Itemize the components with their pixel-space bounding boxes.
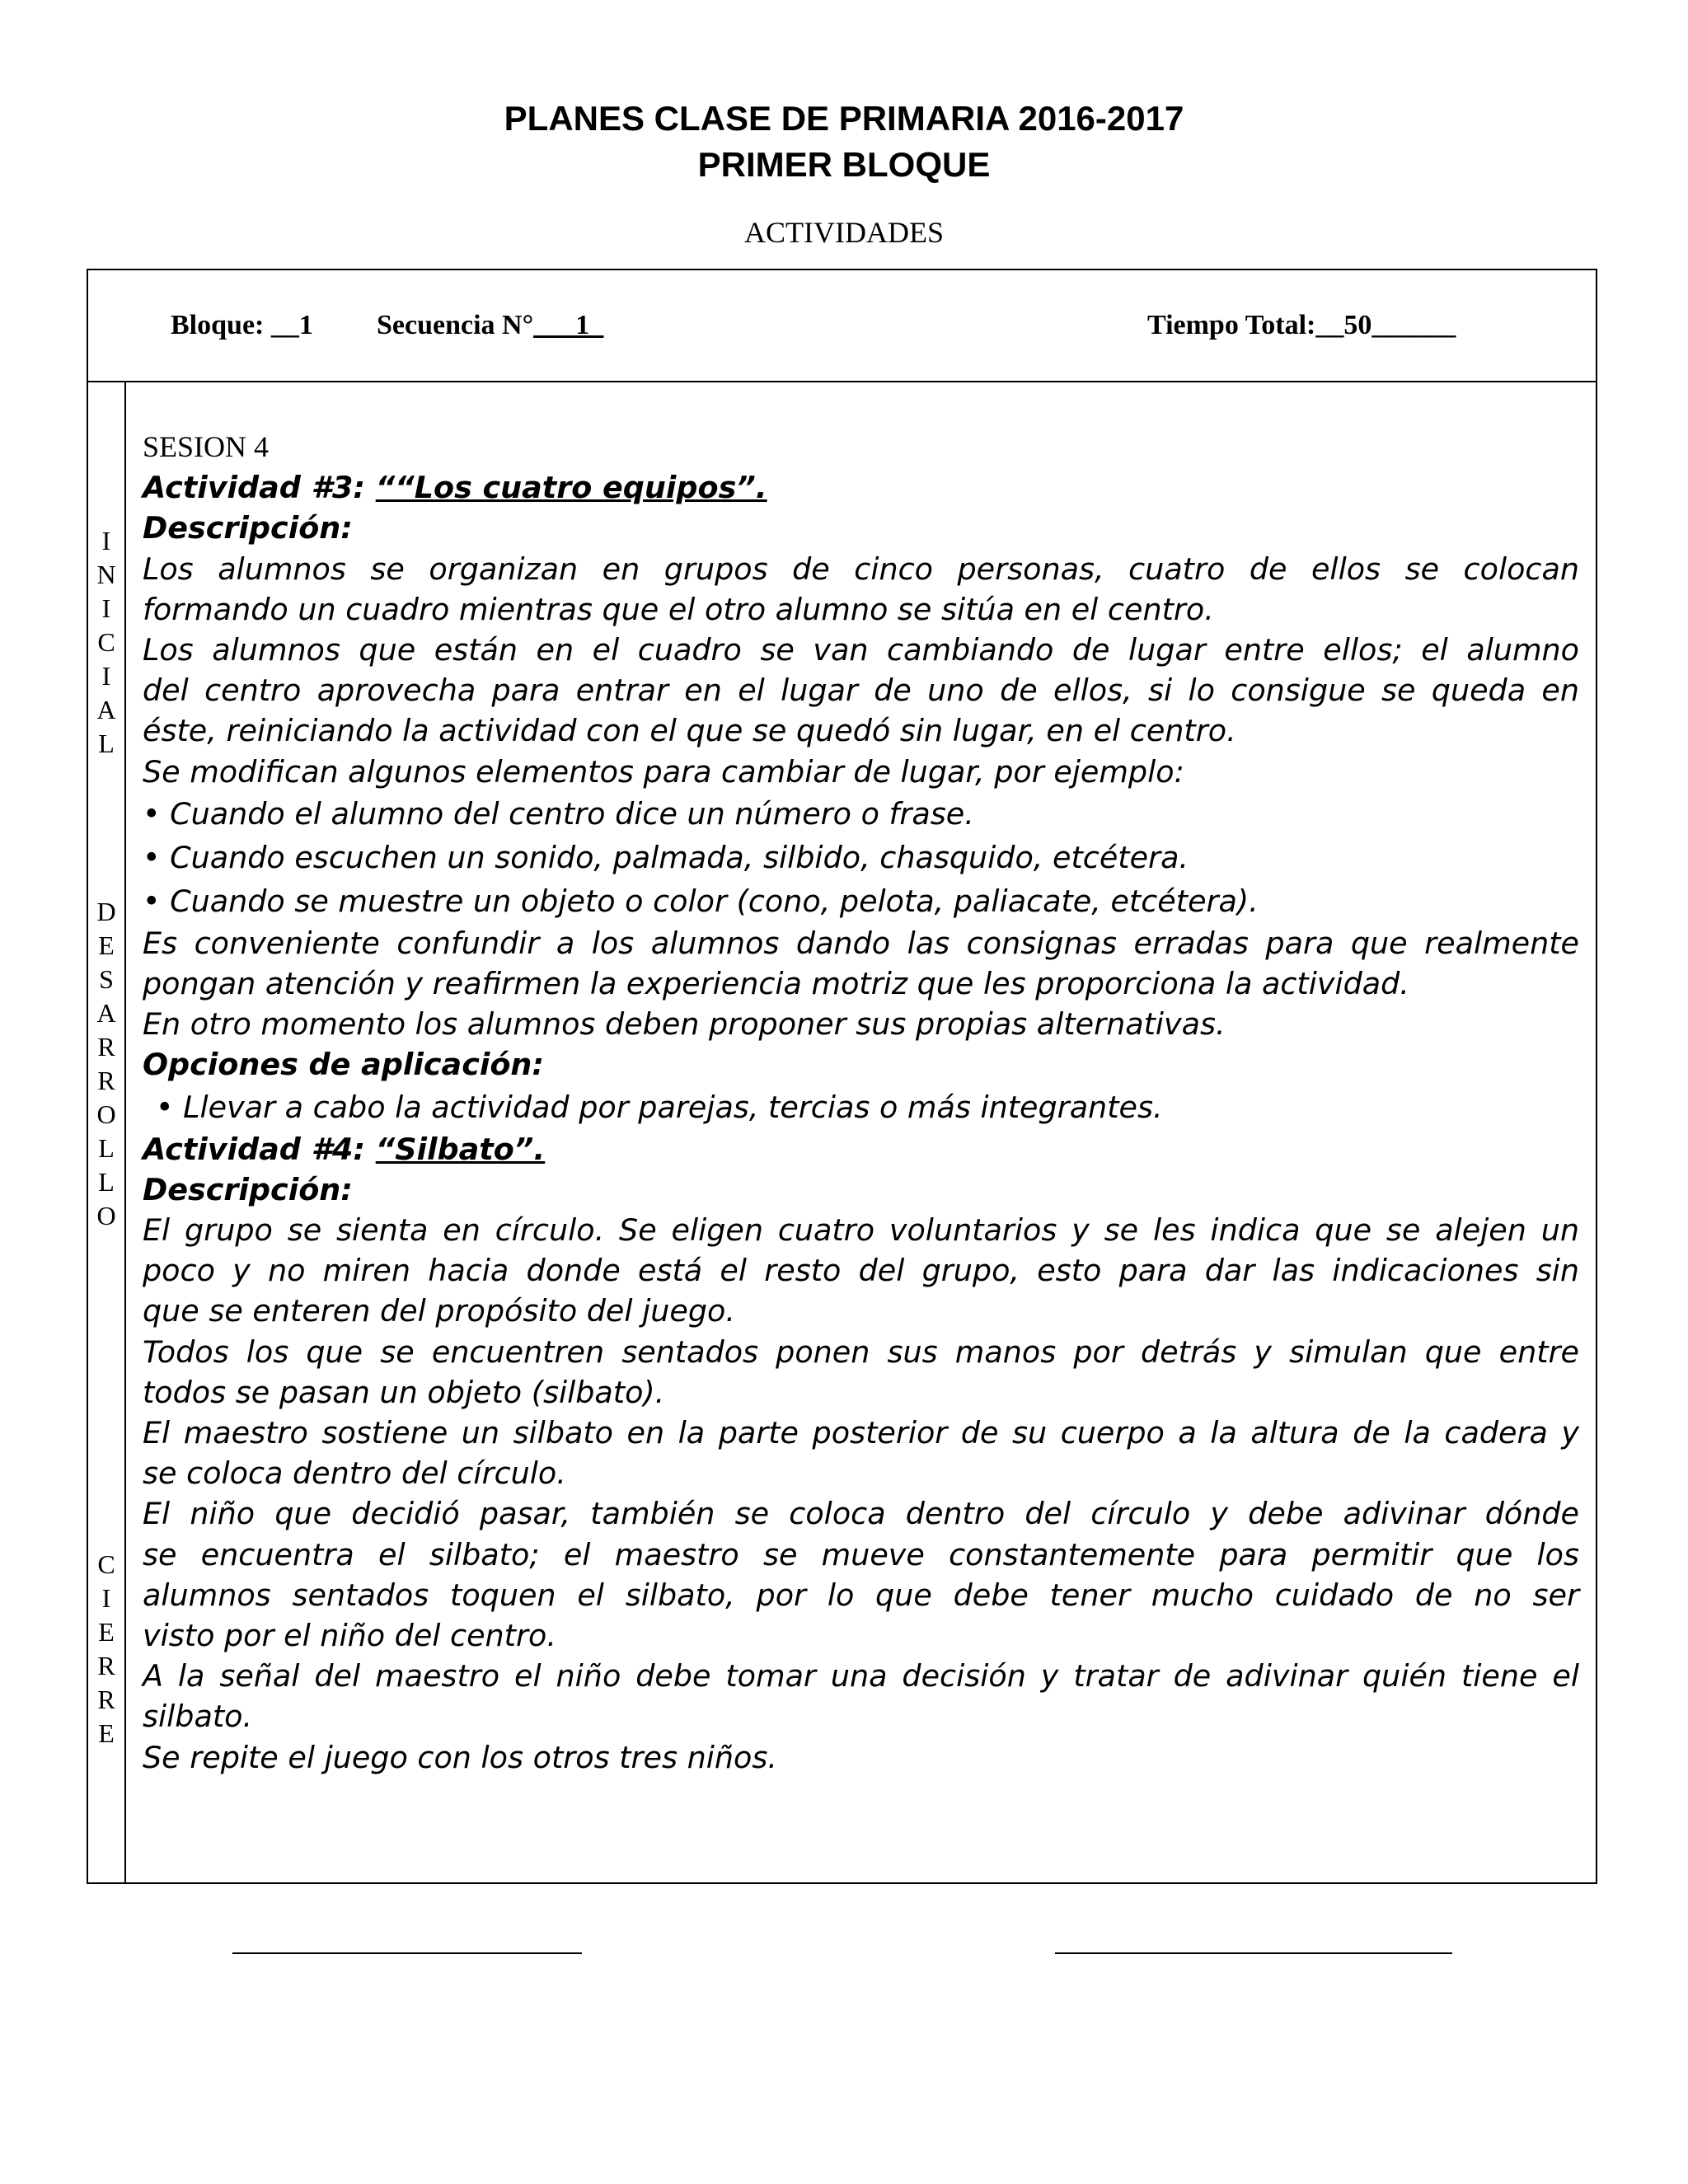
activity-content bbox=[143, 427, 1579, 1778]
section-heading: ACTIVIDADES bbox=[744, 216, 944, 249]
paragraph-line: El niño que decidió pasar, también se coloca dentro del círculo y debe adivinar dónde bbox=[143, 1496, 1579, 1532]
paragraph-line: éste, reiniciando la actividad con el que se quedó sin lugar, en el centro. bbox=[143, 713, 1236, 749]
activities-table bbox=[87, 269, 1597, 1884]
paragraph-line: El maestro sostiene un silbato en la parte posterior de su cuerpo a la altura de la cadera y bbox=[143, 1415, 1579, 1451]
paragraph-line: del centro aprovecha para entrar en el lugar de uno de ellos, si lo consigue se queda en bbox=[143, 673, 1579, 709]
bullet-item: • Cuando el alumno del centro dice un número o frase. bbox=[143, 795, 974, 832]
page-subtitle: PRIMER BLOQUE bbox=[697, 145, 991, 184]
paragraph-line: Se modifican algunos elementos para cambiar de lugar, por ejemplo: bbox=[143, 753, 1184, 790]
paragraph-line: alumnos sentados toquen el silbato, por lo que debe tener mucho cuidado de no ser bbox=[143, 1577, 1579, 1613]
session-label: SESION 4 bbox=[143, 430, 270, 463]
paragraph-line: todos se pasan un objeto (silbato). bbox=[143, 1374, 665, 1410]
paragraph-line: se encuentra el silbato; el maestro se mueve constantemente para permitir que los bbox=[143, 1536, 1579, 1572]
bullet-item: • Llevar a cabo la actividad por parejas, tercias o más integrantes. bbox=[156, 1089, 1163, 1125]
paragraph-line: En otro momento los alumnos deben proponer sus propias alternativas. bbox=[143, 1006, 1226, 1043]
activity-4-title: “Silbato”. bbox=[375, 1131, 546, 1167]
bullet-item: • Cuando se muestre un objeto o color (cono, pelota, paliacate, etcétera). bbox=[143, 883, 1259, 919]
phase-label-cierre: C I E R R E bbox=[97, 1549, 115, 1748]
signature-line-right bbox=[1055, 1952, 1452, 1954]
page-title: PLANES CLASE DE PRIMARIA 2016-2017 bbox=[504, 99, 1184, 138]
paragraph-line: formando un cuadro mientras que el otro alumno se sitúa en el centro. bbox=[143, 591, 1214, 627]
activity-3-heading: Actividad #3: ““Los cuatro equipos”. bbox=[143, 470, 767, 506]
paragraph-line: El grupo se sienta en círculo. Se eligen cuatro voluntarios y se les indica que se alejen un bbox=[143, 1212, 1579, 1249]
bloque-field bbox=[171, 310, 313, 341]
paragraph-line: visto por el niño del centro. bbox=[143, 1618, 556, 1654]
bloque-label: Bloque: bbox=[171, 310, 271, 340]
secuencia-value: ___1_ bbox=[533, 310, 604, 340]
tiempo-field bbox=[1147, 310, 1456, 341]
paragraph-line: que se enteren del propósito del juego. bbox=[143, 1293, 735, 1329]
signature-line-left bbox=[232, 1952, 582, 1954]
bloque-value: __1 bbox=[270, 310, 313, 340]
phase-column bbox=[88, 382, 126, 1884]
secuencia-label: Secuencia N° bbox=[377, 310, 534, 340]
paragraph-line: poco y no miren hacia donde está el resto del grupo, esto para dar las indicaciones sin bbox=[143, 1253, 1579, 1289]
table-header-row bbox=[88, 270, 1596, 382]
tiempo-label: Tiempo Total: bbox=[1147, 310, 1316, 340]
paragraph-line: Se repite el juego con los otros tres niños. bbox=[143, 1739, 777, 1775]
description-label: Descripción: bbox=[143, 1171, 353, 1207]
phase-label-inicial: I N I C I A L bbox=[96, 526, 116, 758]
secuencia-field bbox=[377, 310, 603, 341]
activity-3-title: ““Los cuatro equipos”. bbox=[375, 470, 767, 506]
phase-label-desarrollo: D E S A R R O L L O bbox=[96, 897, 116, 1230]
tiempo-value: __50______ bbox=[1315, 310, 1456, 340]
description-label: Descripción: bbox=[143, 510, 353, 546]
paragraph-line: pongan atención y reafirmen la experiencia motriz que les proporciona la actividad. bbox=[143, 966, 1409, 1002]
paragraph-line: Es conveniente confundir a los alumnos dando las consignas erradas para que realmente bbox=[143, 925, 1579, 961]
paragraph-line: se coloca dentro del círculo. bbox=[143, 1455, 566, 1492]
activity-4-heading: Actividad #4: “Silbato”. bbox=[143, 1131, 546, 1167]
paragraph-line: Los alumnos que están en el cuadro se van cambiando de lugar entre ellos; el alumno bbox=[143, 632, 1579, 668]
paragraph-line: Los alumnos se organizan en grupos de cinco personas, cuatro de ellos se colocan bbox=[143, 551, 1579, 587]
paragraph-line: Todos los que se encuentren sentados ponen sus manos por detrás y simulan que entre bbox=[143, 1333, 1579, 1370]
paragraph-line: silbato. bbox=[143, 1699, 253, 1735]
paragraph-line: A la señal del maestro el niño debe tomar una decisión y tratar de adivinar quién tiene el bbox=[143, 1658, 1579, 1694]
options-label: Opciones de aplicación: bbox=[143, 1047, 544, 1083]
bullet-item: • Cuando escuchen un sonido, palmada, silbido, chasquido, etcétera. bbox=[143, 839, 1189, 875]
